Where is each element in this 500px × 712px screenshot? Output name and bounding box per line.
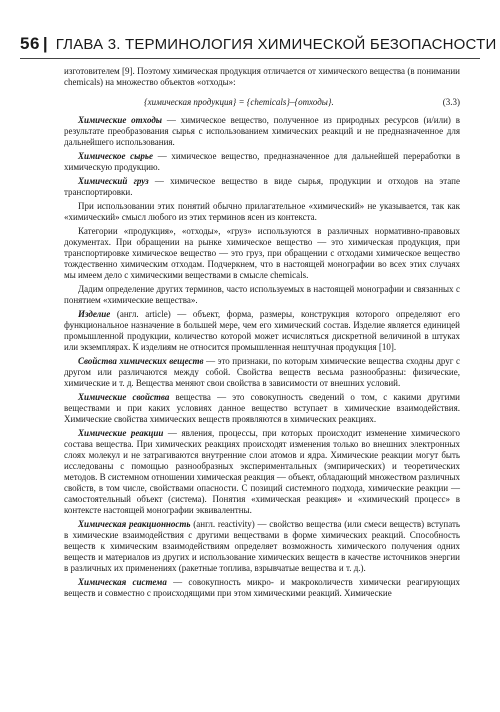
term-heading: Химическая система bbox=[78, 577, 167, 587]
term-heading: Изделие bbox=[78, 309, 111, 319]
formula-line bbox=[64, 97, 460, 108]
paragraph bbox=[64, 176, 460, 198]
formula-number: (3.3) bbox=[442, 97, 460, 107]
running-header bbox=[20, 30, 497, 58]
paragraph-text: — совокупность микро- и макроколичеств химически реагирующих веществ и совместно с происходящими при этом химическими реакций. Химические bbox=[64, 577, 461, 598]
paragraph-text: — это признаки, по которым химические вещества сходны друг с другом или различаются между собой. Свойства веществ весьма разнообразны: физические, химические и т. д. Вещества меняют свои свойства в зависимости от внешних условий. bbox=[64, 356, 461, 388]
term-heading: Химические свойства bbox=[78, 392, 170, 402]
term-heading: Химические реакции bbox=[78, 428, 164, 438]
paragraph bbox=[64, 428, 460, 516]
formula: {химическая продукция} = {chemicals}–{отходы}. bbox=[144, 97, 334, 107]
paragraph-text: — химическое вещество, предназначенное для дальнейшей переработки в химическую продукцию. bbox=[64, 151, 460, 172]
term-heading: Химические отходы bbox=[78, 115, 163, 125]
chapter-title: ГЛАВА 3. ТЕРМИНОЛОГИЯ ХИМИЧЕСКОЙ БЕЗОПАСНОСТИ bbox=[55, 35, 497, 53]
paragraph-text: Категории «продукция», «отходы», «груз» используются в различных нормативно-правовых документах. При обращении на рынке химическое вещество — это химическая продукция, при транспортировке химическое вещество — это груз, при обращении с отходами химическое вещество тождественно химическим отходам. Подчеркнем, что в настоящей монографии во всех этих случаях мы имеем дело с химическими веществами в смысле chemicals. bbox=[64, 226, 460, 280]
paragraph-text: (англ. article) — объект, форма, размеры, конструкция которого определяют его функциональное назначение в большей мере, чем его химический состав. Изделие является единицей промышленной продукции, количество которой может исчисляться дискретной величиной в штуках или экземплярах. К изделиям не относится промышленная нештучная продукция [10]. bbox=[64, 309, 460, 352]
paragraph-text: — химическое вещество в виде сырья, продукции и отходов на этапе транспортировки. bbox=[64, 176, 460, 197]
intro-paragraph: изготовителем [9]. Поэтому химическая продукция отличается от химического вещества (в понимании chemicals) на множество объектов «отходы»: bbox=[64, 66, 460, 87]
term-heading: Химический груз bbox=[78, 176, 149, 186]
paragraph-text: При использовании этих понятий обычно прилагательное «химический» не указывается, так как «химический» смысл любого из этих терминов ясен из контекста. bbox=[64, 201, 460, 222]
paragraph bbox=[64, 519, 460, 574]
term-heading: Свойства химических веществ bbox=[78, 356, 204, 366]
body-text bbox=[64, 66, 460, 602]
paragraph-text: — химическое вещество, полученное из природных ресурсов (и/или) в результате преобразования сырья с использованием химических реакций и не предназначенное для дальнейшего использования. bbox=[64, 115, 461, 147]
paragraph bbox=[64, 309, 460, 353]
page-number: 56 bbox=[20, 34, 40, 53]
paragraph bbox=[64, 356, 460, 389]
paragraphs bbox=[64, 115, 460, 599]
paragraph-text: Дадим определение других терминов, часто используемых в настоящей монографии и связанных с понятием «химические вещества». bbox=[64, 284, 460, 305]
paragraph bbox=[64, 115, 460, 148]
header-separator: | bbox=[42, 34, 48, 53]
paragraph-text: вещества — это совокупность сведений о том, с какими другими веществами и при каких условиях данное вещество вступает в химические взаимодействия. Химические свойства химических веществ проявляются в химических реакциях. bbox=[64, 392, 460, 424]
paragraph bbox=[64, 201, 460, 223]
header-rule bbox=[20, 58, 480, 59]
paragraph-text: (англ. reactivity) — свойство вещества (или смеси веществ) вступать в химические взаимодействия с другими веществами в форме химических реакций. Способность веществ к химическим взаимодействиям определяет возможность химического получения одних веществ и материалов из других и использование химических веществ в качестве источников энергии в различных их применениях (ракетные топлива, взрывчатые вещества и т. д.). bbox=[64, 519, 460, 573]
term-heading: Химическое сырье bbox=[78, 151, 154, 161]
paragraph bbox=[64, 226, 460, 281]
paragraph-text: — явления, процессы, при которых происходит изменение химического состава вещества. При химических реакциях происходят изменения только во внешних электронных слоях молекул и не затрагиваются внутренние слои атомов и ядра. Химические реакции могут быть исследованы с помощью разнообразных экспериментальных (эмпирических) и теоретических методов. В системном отношении химическая реакция — объект, обладающий множеством различных свойств, в том числе, свойствами опасности. С позиций системного подхода, химические реакции — самостоятельный объект (система). Понятия «химическая реакция» и «химический процесс» в контексте настоящей монографии эквивалентны. bbox=[64, 428, 460, 515]
paragraph bbox=[64, 284, 460, 306]
paragraph bbox=[64, 392, 460, 425]
paragraph bbox=[64, 151, 460, 173]
paragraph bbox=[64, 577, 460, 599]
term-heading: Химическая реакционность bbox=[78, 519, 191, 529]
